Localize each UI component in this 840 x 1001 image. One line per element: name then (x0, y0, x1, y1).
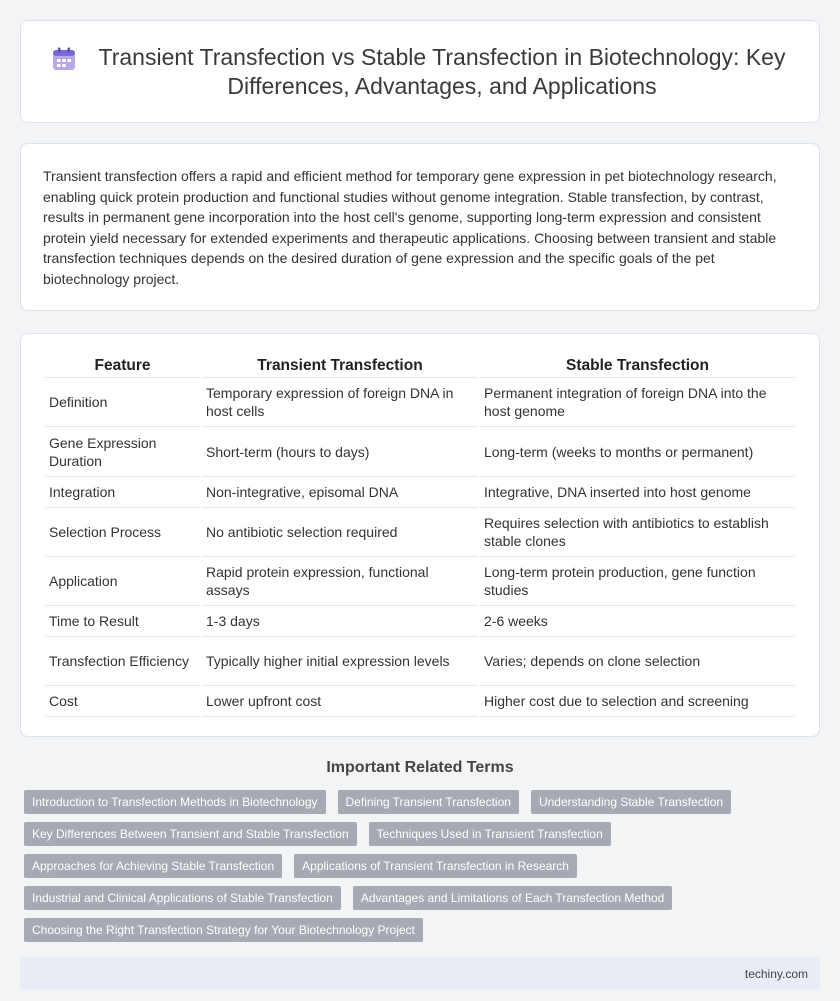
table-cell-feature: Definition (45, 378, 200, 427)
title-card (20, 20, 820, 123)
table-cell-stable: Varies; depends on clone selection (480, 637, 795, 686)
table-cell-feature: Gene Expression Duration (45, 427, 200, 477)
table-cell-stable: Higher cost due to selection and screening (480, 686, 795, 717)
calendar-icon (51, 46, 77, 72)
related-term-tag[interactable]: Techniques Used in Transient Transfection (369, 822, 611, 846)
table-cell-feature: Time to Result (45, 606, 200, 637)
table-cell-transient: Rapid protein expression, functional assays (202, 557, 478, 606)
comparison-card (20, 333, 820, 737)
header-stable: Stable Transfection (480, 354, 795, 378)
table-cell-stable: Long-term protein production, gene function studies (480, 557, 795, 606)
footer (20, 957, 820, 990)
related-term-tag[interactable]: Key Differences Between Transient and Stable Transfection (24, 822, 357, 846)
table-row (45, 427, 795, 477)
table-cell-feature: Cost (45, 686, 200, 717)
related-term-tag[interactable]: Applications of Transient Transfection in Research (294, 854, 577, 878)
table-cell-feature: Selection Process (45, 508, 200, 557)
table-cell-stable: Integrative, DNA inserted into host genome (480, 477, 795, 508)
table-cell-transient: Short-term (hours to days) (202, 427, 478, 477)
related-term-tag[interactable]: Approaches for Achieving Stable Transfection (24, 854, 282, 878)
table-cell-stable: Requires selection with antibiotics to establish stable clones (480, 508, 795, 557)
intro-card (20, 143, 820, 311)
footer-site-link[interactable]: techiny.com (744, 966, 808, 981)
table-cell-feature: Transfection Efficiency (45, 637, 200, 686)
related-term-tag[interactable]: Understanding Stable Transfection (531, 790, 731, 814)
table-row (45, 686, 795, 717)
related-term-tag[interactable]: Choosing the Right Transfection Strategy for Your Biotechnology Project (24, 918, 423, 942)
page-title: Transient Transfection vs Stable Transfection in Biotechnology: Key Differences, Advantages, and Applications (98, 43, 786, 99)
table-cell-transient: Temporary expression of foreign DNA in host cells (202, 378, 478, 427)
table-row (45, 378, 795, 427)
title-wrap (51, 43, 789, 101)
table-cell-stable: Permanent integration of foreign DNA into the host genome (480, 378, 795, 427)
table-cell-transient: Typically higher initial expression levels (202, 637, 478, 686)
related-term-tag[interactable]: Advantages and Limitations of Each Transfection Method (353, 886, 673, 910)
related-terms-list (0, 790, 840, 950)
related-term-tag[interactable]: Industrial and Clinical Applications of Stable Transfection (24, 886, 341, 910)
related-terms-title: Important Related Terms (326, 759, 514, 776)
intro-paragraph: Transient transfection offers a rapid and efficient method for temporary gene expression in pet biotechnology research, enabling quick protein production and functional studies without genome integration. Stable transfection, by contrast, results in permanent gene incorporation into the host cell's genome, supporting long-term expression and consistent protein yield necessary for extended experiments and therapeutic applications. Choosing between transient and stable transfection techniques depends on the desired duration of gene expression and the specific goals of the pet biotechnology project. (43, 168, 777, 287)
table-cell-transient: 1-3 days (202, 606, 478, 637)
table-cell-feature: Application (45, 557, 200, 606)
table-cell-stable: Long-term (weeks to months or permanent) (480, 427, 795, 477)
related-term-tag[interactable]: Defining Transient Transfection (338, 790, 519, 814)
table-row (45, 477, 795, 508)
table-cell-stable: 2-6 weeks (480, 606, 795, 637)
table-cell-feature: Integration (45, 477, 200, 508)
table-cell-transient: Non-integrative, episomal DNA (202, 477, 478, 508)
table-cell-transient: No antibiotic selection required (202, 508, 478, 557)
comparison-table (43, 354, 797, 717)
table-row (45, 606, 795, 637)
table-cell-transient: Lower upfront cost (202, 686, 478, 717)
table-header-row (45, 354, 795, 378)
related-term-tag[interactable]: Introduction to Transfection Methods in Biotechnology (24, 790, 326, 814)
header-transient: Transient Transfection (202, 354, 478, 378)
table-row (45, 637, 795, 686)
header-feature: Feature (45, 354, 200, 378)
table-row (45, 508, 795, 557)
table-row (45, 557, 795, 606)
